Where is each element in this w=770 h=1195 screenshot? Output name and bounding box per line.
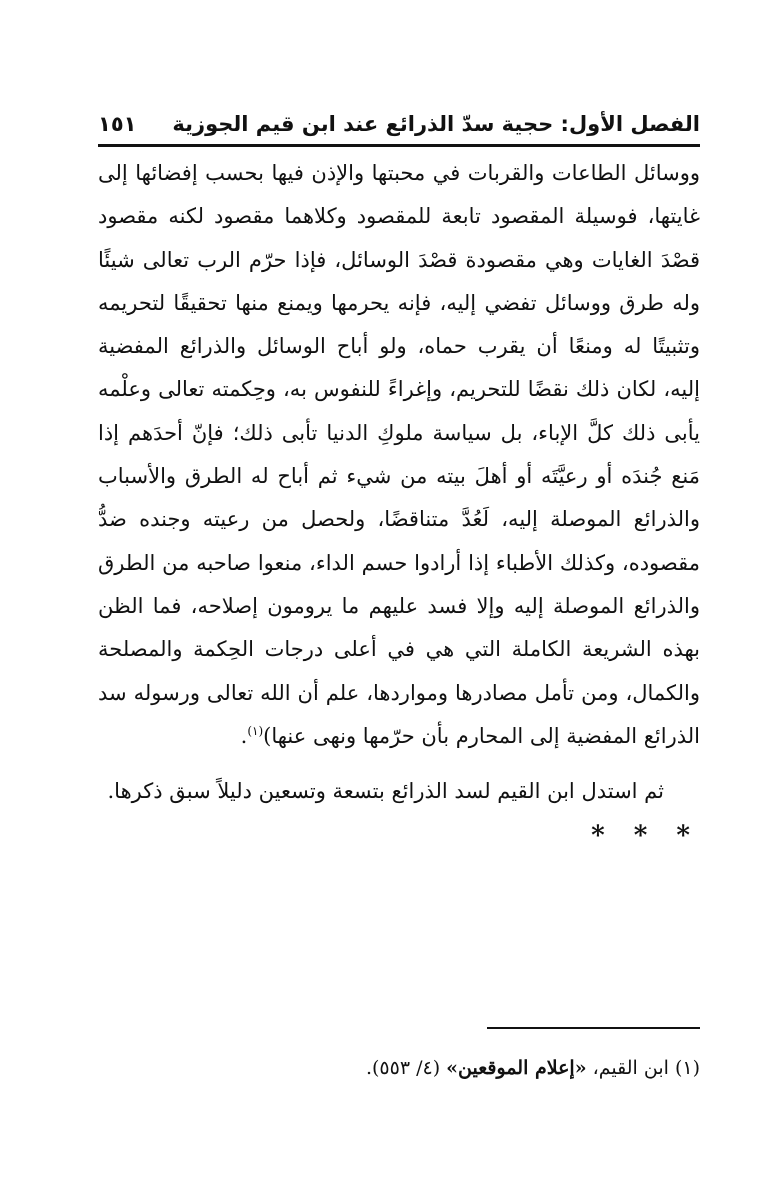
chapter-title: الفصل الأول: حجية سدّ الذرائع عند ابن قيم الجوزية (172, 112, 700, 136)
paragraph-quote (98, 152, 700, 758)
paragraph-quote-text: ووسائل الطاعات والقربات في محبتها والإذن فيها بحسب إفضائها إلى غايتها، فوسيلة المقصود تابعة للمقصود وكلاهما مقصود لكنه مقصود قصْدَ الغايات وهي مقصودة قصْدَ الوسائل، فإذا حرّم الرب تعالى شيئًا وله طرق ووسائل تفضي إليه، فإنه يحرمها ويمنع منها تحقيقًا لتحريمه وتثبيتًا له ومنعًا أن يقرب حماه، ولو أباح الوسائل والذرائع المفضية إليه، لكان ذلك نقضًا للتحريم، وإغراءً للنفوس به، وحِكمته تعالى وعلْمه يأبى ذلك كلَّ الإباء، بل سياسة ملوكِ الدنيا تأبى ذلك؛ فإنّ أحدَهم إذا مَنع جُندَه أو رعيَّتَه أو أهلَ بيته من شيء ثم أباح له الطرق والأسباب والذرائع الموصلة إليه، لَعُدَّ متناقضًا، ولحصل من رعيته وجنده ضدُّ مقصوده، وكذلك الأطباء إذا أرادوا حسم الداء، منعوا صاحبه من الطرق والذرائع الموصلة إليه وإلا فسد عليهم ما يرومون إصلاحه، فما الظن بهذه الشريعة الكاملة التي هي في أعلى درجات الحِكمة والمصلحة والكمال، ومن تأمل مصادرها ومواردها، علم أن الله تعالى ورسوله سد الذرائع المفضية إلى المحارم بأن حرّمها ونهى عنها) (98, 161, 700, 748)
footnote-marker[interactable]: (١) (247, 723, 264, 738)
footnote-source: «إعلام الموقعين» (446, 1057, 587, 1079)
footnote-author: ابن القيم، (592, 1057, 669, 1079)
section-separator: * * * (591, 821, 700, 852)
paragraph-conclusion: ثم استدل ابن القيم لسد الذرائع بتسعة وتسعين دليلاً سبق ذكرها. (107, 779, 664, 804)
footnote-rule (487, 1027, 700, 1029)
paragraph-quote-end: . (240, 723, 248, 748)
main-text (98, 152, 700, 851)
page-number: ١٥١ (98, 112, 137, 136)
header-rule (98, 144, 700, 147)
footnote-number: (١) (674, 1057, 700, 1079)
footnote-reference: (٤/ ٥٥٣). (365, 1057, 441, 1079)
running-header (98, 100, 700, 136)
footnote (98, 1053, 700, 1083)
